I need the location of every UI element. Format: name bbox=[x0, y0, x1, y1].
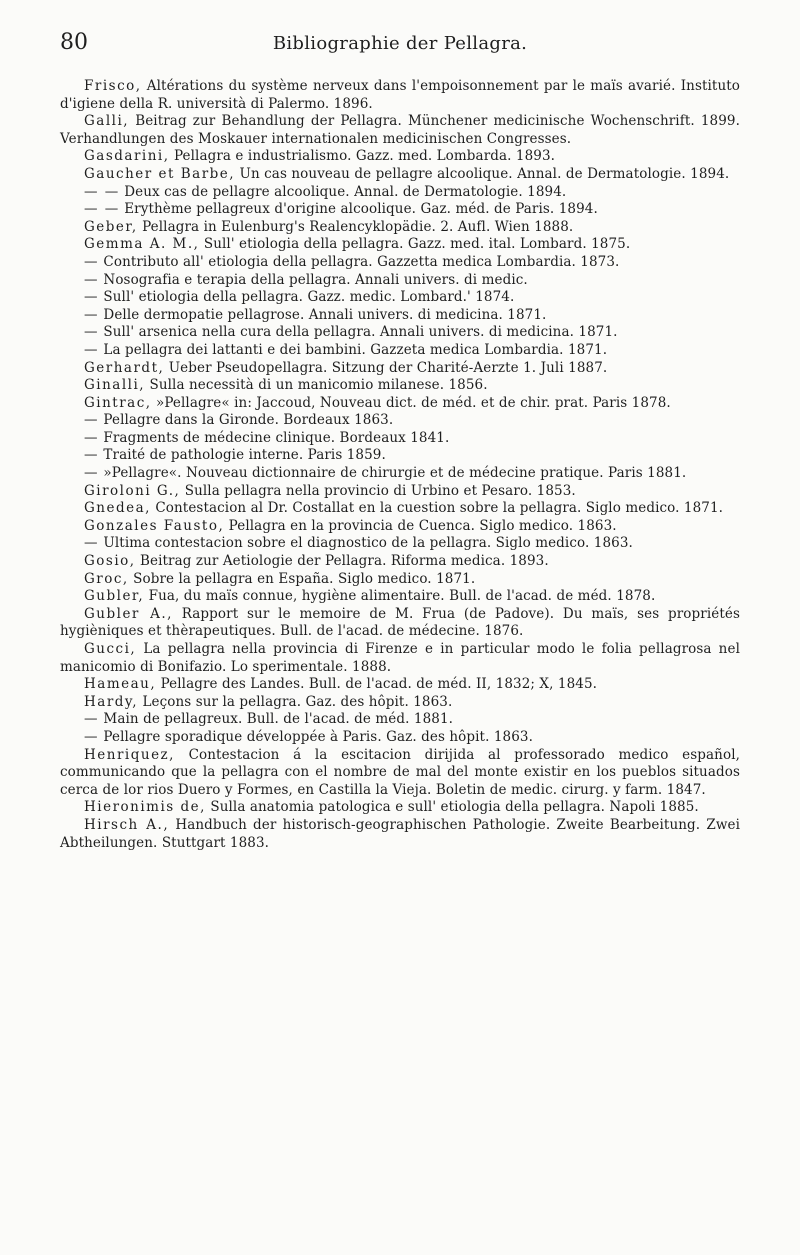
entry-author: Gasdarini, bbox=[84, 148, 170, 165]
bibliography-entry bbox=[60, 395, 740, 413]
entry-author: Gerhardt, bbox=[84, 359, 165, 376]
entry-text: Ueber Pseudopellagra. Sitzung der Charité-Aerzte 1. Juli 1887. bbox=[168, 359, 608, 376]
bibliography-entry bbox=[60, 272, 740, 290]
entry-text: Sull' arsenica nella cura della pellagra. Annali univers. di medicina. 1871. bbox=[103, 324, 618, 341]
entry-text: Sull' etiologia della pellagra. Gazz. med. ital. Lombard. 1875. bbox=[203, 236, 631, 253]
bibliography-entry bbox=[60, 289, 740, 307]
entry-text: Un cas nouveau de pellagre alcoolique. Annal. de Dermatologie. 1894. bbox=[239, 165, 730, 182]
bibliography-entry bbox=[60, 166, 740, 184]
entry-text: »Pellagre« in: Jaccoud, Nouveau dict. de méd. et de chir. prat. Paris 1878. bbox=[155, 394, 671, 411]
entry-text: Altérations du système nerveux dans l'empoisonnement par le maïs avarié. Instituto d'igiene della R. università di Palermo. 1896. bbox=[60, 78, 740, 112]
bibliography-entry bbox=[60, 148, 740, 166]
entry-text: Deux cas de pellagre alcoolique. Annal. de Dermatologie. 1894. bbox=[124, 183, 567, 200]
entry-author: — bbox=[84, 535, 99, 552]
entry-author: Ginalli, bbox=[84, 377, 146, 394]
bibliography-entry bbox=[60, 500, 740, 518]
bibliography-entry bbox=[60, 430, 740, 448]
entry-author: Galli, bbox=[84, 113, 130, 130]
entry-author: Gubler, bbox=[84, 588, 145, 605]
bibliography-entry bbox=[60, 817, 740, 852]
bibliography-entry bbox=[60, 201, 740, 219]
entry-author: — bbox=[84, 465, 99, 482]
entry-author: — bbox=[84, 341, 99, 358]
entry-author: — bbox=[84, 324, 99, 341]
entry-author: Frisco, bbox=[84, 78, 142, 94]
bibliography-entry bbox=[60, 553, 740, 571]
entry-text: Sulla anatomia patologica e sull' etiologia della pellagra. Napoli 1885. bbox=[210, 799, 699, 816]
bibliography-entry bbox=[60, 307, 740, 325]
entry-author: Gnedea, bbox=[84, 500, 151, 517]
entry-text: Pellagra en la provincia de Cuenca. Siglo medico. 1863. bbox=[228, 517, 617, 534]
bibliography-entry bbox=[60, 254, 740, 272]
entry-author: — bbox=[84, 429, 99, 446]
entry-author: Geber, bbox=[84, 218, 138, 235]
entry-author: — bbox=[84, 412, 99, 429]
entry-text: »Pellagre«. Nouveau dictionnaire de chirurgie et de médecine pratique. Paris 1881. bbox=[103, 465, 687, 482]
entry-author: Giroloni G., bbox=[84, 482, 181, 499]
entry-text: Delle dermopatie pellagrose. Annali univers. di medicina. 1871. bbox=[103, 306, 547, 323]
entry-author: Henriquez, bbox=[84, 746, 175, 763]
bibliography-entry bbox=[60, 342, 740, 360]
entry-text: Contributo all' etiologia della pellagra. Gazzetta medica Lombardia. 1873. bbox=[103, 253, 620, 270]
page-header bbox=[60, 30, 740, 56]
bibliography-entry bbox=[60, 483, 740, 501]
bibliography-entry bbox=[60, 113, 740, 148]
bibliography-entry bbox=[60, 377, 740, 395]
entry-text: Pellagra e industrialismo. Gazz. med. Lombarda. 1893. bbox=[173, 148, 556, 165]
entry-text: Fragments de médecine clinique. Bordeaux 1841. bbox=[103, 429, 450, 446]
entry-text: Beitrag zur Behandlung der Pellagra. Münchener medicinische Wochenschrift. 1899. Verhandlungen des Moskauer internationalen medicinischen Congresses. bbox=[60, 113, 740, 147]
bibliography-entry bbox=[60, 747, 740, 800]
entry-text: Ultima contestacion sobre el diagnostico de la pellagra. Siglo medico. 1863. bbox=[103, 535, 633, 552]
entry-text: Leçons sur la pellagra. Gaz. des hôpit. 1863. bbox=[142, 693, 453, 710]
bibliography-entry bbox=[60, 571, 740, 589]
entry-text: Pellagre des Landes. Bull. de l'acad. de méd. II, 1832; X, 1845. bbox=[160, 676, 598, 693]
entry-text: Main de pellagreux. Bull. de l'acad. de méd. 1881. bbox=[103, 711, 454, 728]
entry-text: Fua, du maïs connue, hygiène alimentaire. Bull. de l'acad. de méd. 1878. bbox=[148, 588, 656, 605]
bibliography-entry bbox=[60, 236, 740, 254]
entry-author: — bbox=[84, 711, 99, 728]
bibliography-entry bbox=[60, 447, 740, 465]
entry-text: Beitrag zur Aetiologie der Pellagra. Riforma medica. 1893. bbox=[139, 553, 549, 570]
entry-text: Erythème pellagreux d'origine alcoolique. Gaz. méd. de Paris. 1894. bbox=[124, 201, 598, 218]
bibliography-entry bbox=[60, 729, 740, 747]
page-number: 80 bbox=[60, 30, 88, 55]
entry-author: — bbox=[84, 271, 99, 288]
entry-text: Rapport sur le memoire de M. Frua (de Padove). Du maïs, ses propriétés hygièniques et thèrapeutiques. Bull. de l'acad. de médecine. 1876. bbox=[60, 605, 740, 640]
bibliography-entry bbox=[60, 676, 740, 694]
running-title: Bibliographie der Pellagra. bbox=[272, 33, 528, 54]
bibliography-entry bbox=[60, 641, 740, 676]
entry-text: Pellagre sporadique développée à Paris. Gaz. des hôpit. 1863. bbox=[103, 728, 534, 745]
bibliography-entry bbox=[60, 184, 740, 202]
bibliography-entry bbox=[60, 219, 740, 237]
bibliography-list bbox=[60, 78, 740, 852]
entry-text: Contestacion á la escitacion dirijida al professorado medico español, communicando que la pellagra con el nombre de mal del monte existir en los pueblos situados cerca de lor rios Duero y Formes, en Castilla la Vieja. Boletin de medic. cirurg. y farm. 1847. bbox=[60, 746, 740, 798]
entry-text: Nosografia e terapia della pellagra. Annali univers. di medic. bbox=[103, 271, 528, 288]
bibliography-entry bbox=[60, 694, 740, 712]
entry-author: — bbox=[84, 289, 99, 306]
entry-text: Traité de pathologie interne. Paris 1859. bbox=[103, 447, 386, 464]
entry-author: — bbox=[84, 253, 99, 270]
bibliography-entry bbox=[60, 518, 740, 536]
entry-text: Handbuch der historisch-geographischen Pathologie. Zweite Bearbeitung. Zwei Abtheilungen. Stuttgart 1883. bbox=[60, 816, 740, 851]
bibliography-entry bbox=[60, 465, 740, 483]
entry-author: Hirsch A., bbox=[84, 816, 170, 833]
bibliography-entry bbox=[60, 78, 740, 113]
entry-author: Gaucher et Barbe, bbox=[84, 165, 236, 182]
bibliography-entry bbox=[60, 412, 740, 430]
bibliography-entry bbox=[60, 324, 740, 342]
entry-author: — bbox=[84, 306, 99, 323]
entry-text: La pellagra nella provincia di Firenze e in particular modo le folia pellagrosa nel manicomio di Bonifazio. Lo sperimentale. 1888. bbox=[60, 641, 740, 675]
bibliography-entry bbox=[60, 711, 740, 729]
entry-author: Hieronimis de, bbox=[84, 799, 206, 816]
entry-author: — — bbox=[84, 201, 120, 218]
entry-text: Contestacion al Dr. Costallat en la cuestion sobre la pellagra. Siglo medico. 1871. bbox=[155, 500, 724, 517]
entry-author: Hardy, bbox=[84, 693, 139, 710]
entry-author: Groc, bbox=[84, 570, 129, 587]
entry-author: — bbox=[84, 728, 99, 745]
entry-author: Gosio, bbox=[84, 553, 136, 570]
bibliography-entry bbox=[60, 535, 740, 553]
entry-author: — — bbox=[84, 183, 120, 200]
entry-author: Gintrac, bbox=[84, 394, 152, 411]
bibliography-entry bbox=[60, 606, 740, 641]
entry-text: Sulla pellagra nella provincio di Urbino et Pesaro. 1853. bbox=[184, 482, 576, 499]
entry-author: Hameau, bbox=[84, 676, 157, 693]
entry-author: Gubler A., bbox=[84, 605, 173, 622]
entry-author: Gemma A. M., bbox=[84, 236, 200, 253]
entry-author: Gucci, bbox=[84, 641, 137, 657]
entry-text: Sulla necessità di un manicomio milanese. 1856. bbox=[149, 377, 488, 394]
entry-text: Pellagre dans la Gironde. Bordeaux 1863. bbox=[103, 412, 394, 429]
entry-text: La pellagra dei lattanti e dei bambini. Gazzeta medica Lombardia. 1871. bbox=[103, 341, 608, 358]
entry-text: Sobre la pellagra en España. Siglo medico. 1871. bbox=[133, 570, 476, 587]
bibliography-entry bbox=[60, 588, 740, 606]
entry-author: — bbox=[84, 447, 99, 464]
entry-author: Gonzales Fausto, bbox=[84, 517, 225, 534]
entry-text: Sull' etiologia della pellagra. Gazz. medic. Lombard.' 1874. bbox=[103, 289, 515, 306]
bibliography-entry bbox=[60, 799, 740, 817]
entry-text: Pellagra in Eulenburg's Realencyklopädie. 2. Aufl. Wien 1888. bbox=[142, 218, 574, 235]
bibliography-entry bbox=[60, 360, 740, 378]
